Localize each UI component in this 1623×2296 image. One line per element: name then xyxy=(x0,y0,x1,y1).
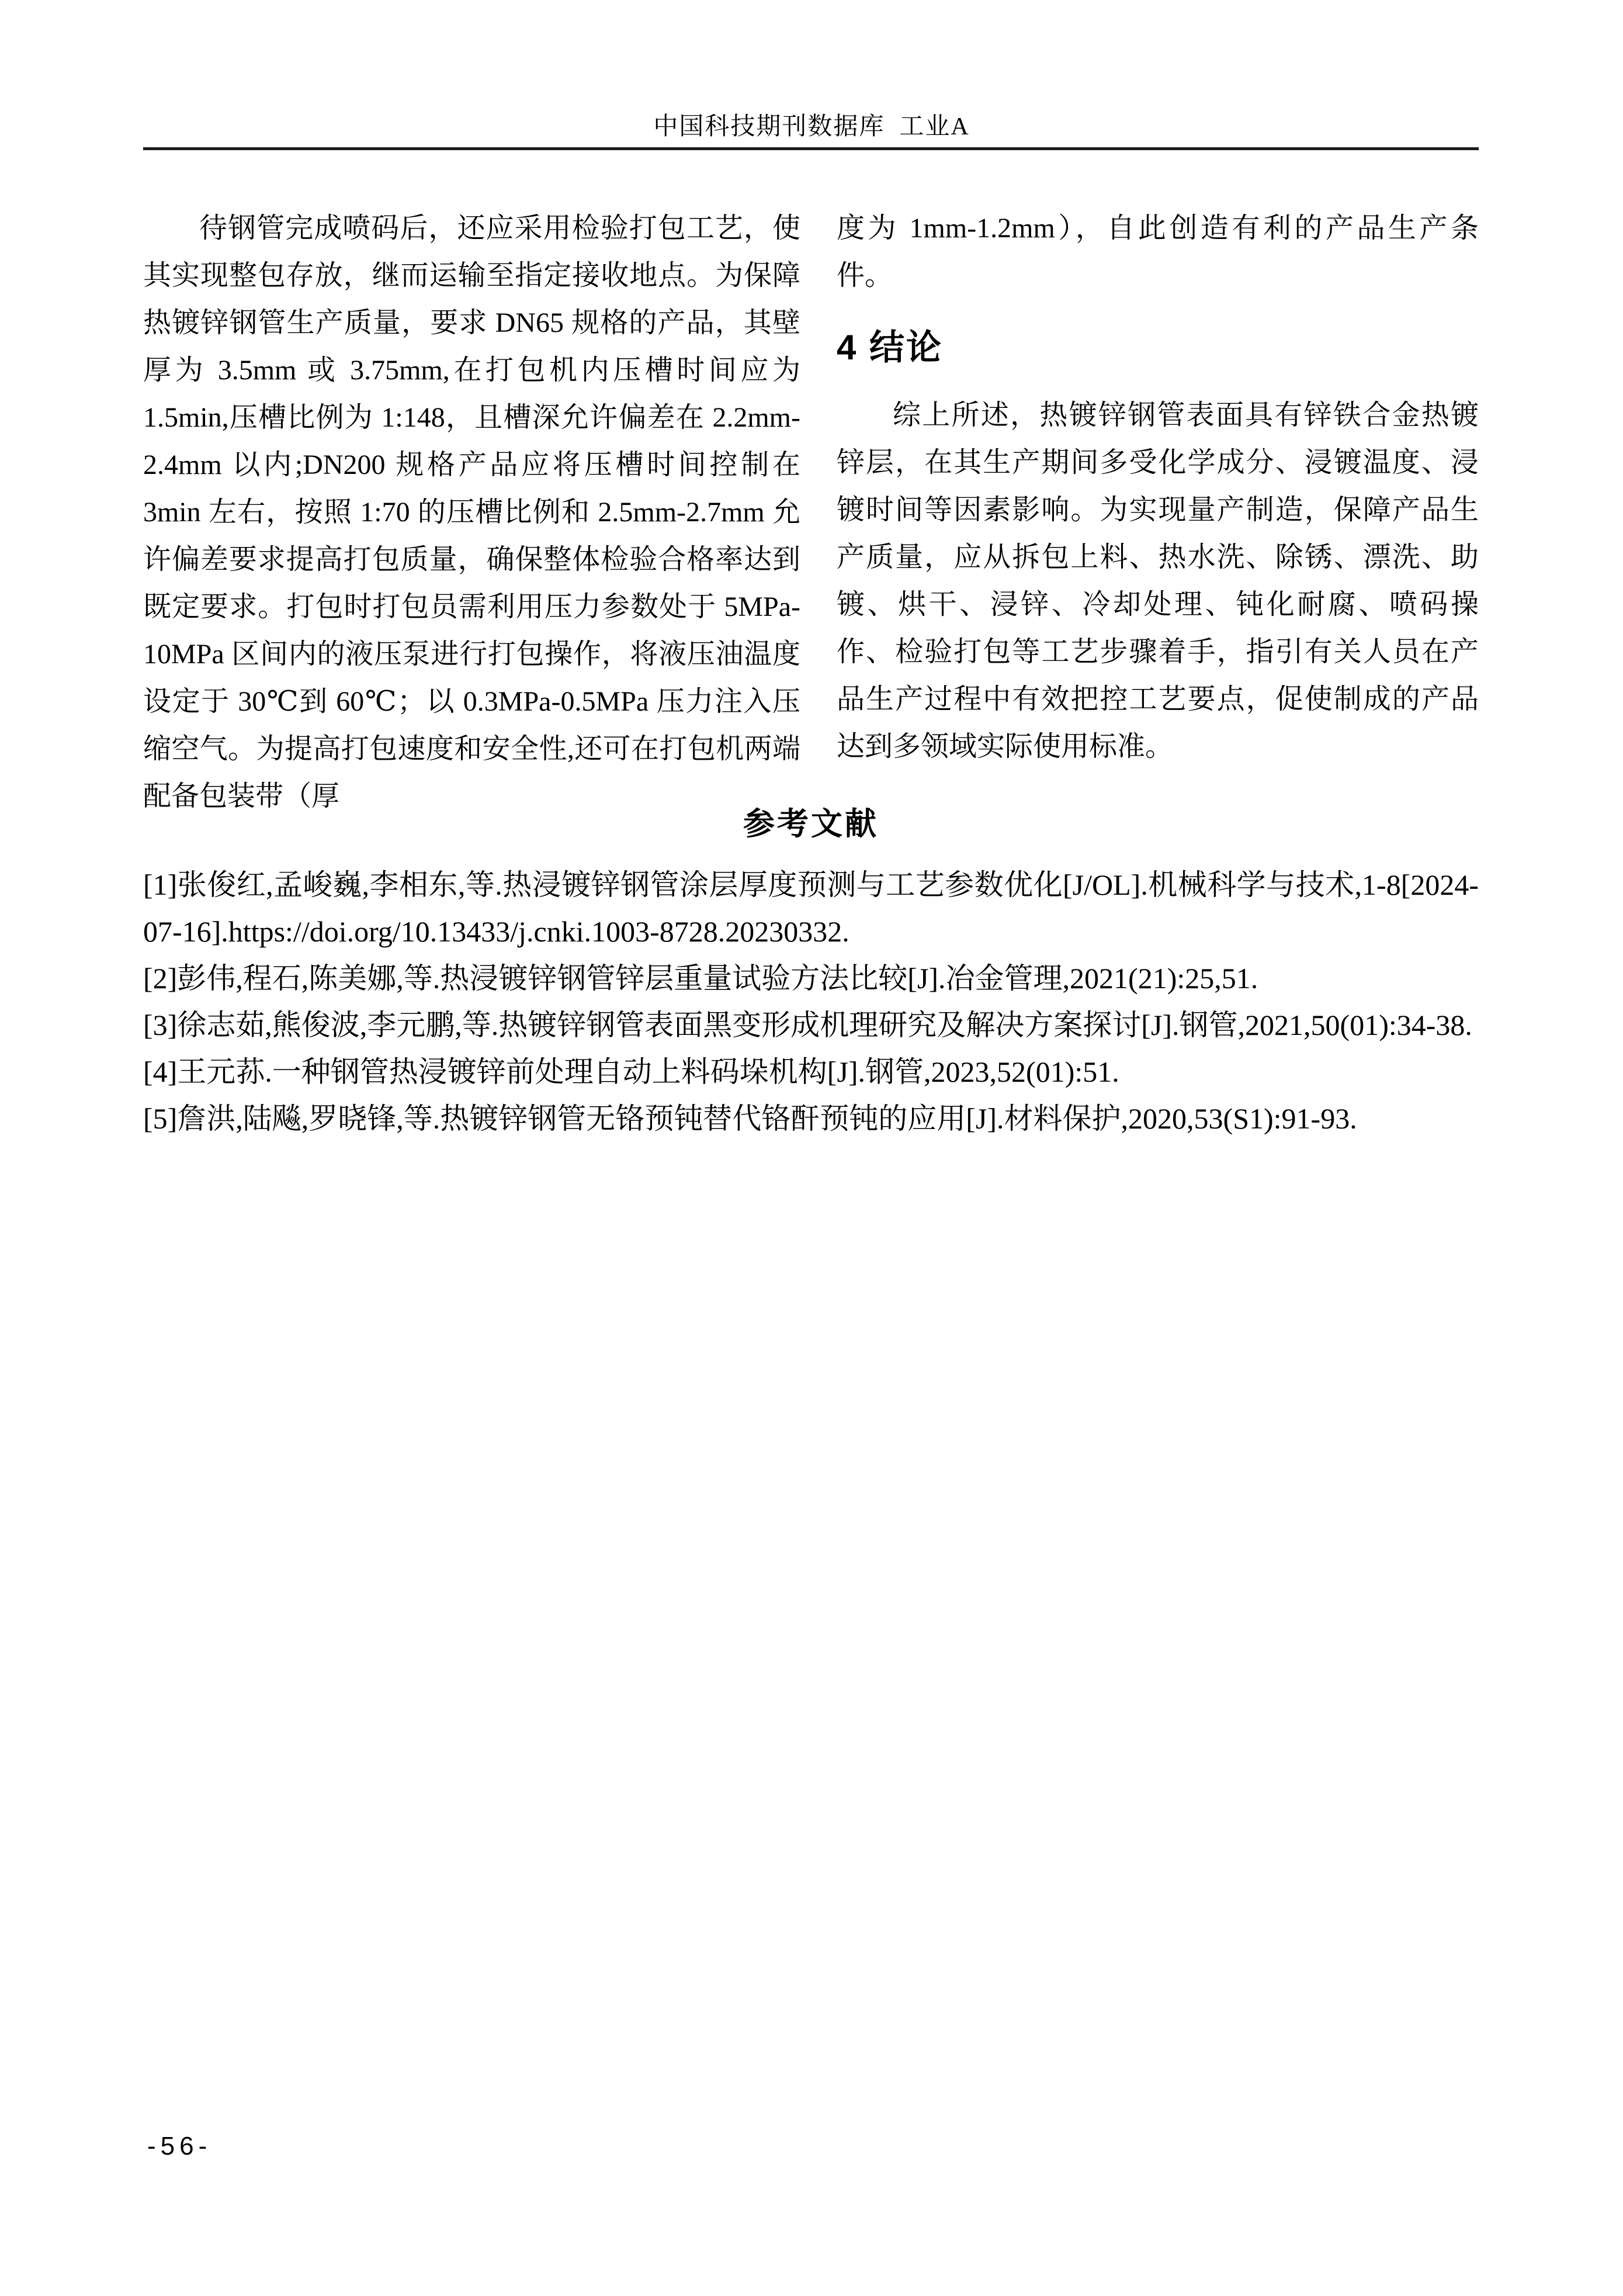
reference-item: [2]彭伟,程石,陈美娜,等.热浸镀锌钢管锌层重量试验方法比较[J].冶金管理,2021(21):25,51. xyxy=(143,962,1258,995)
header-divider-rule xyxy=(143,147,1479,150)
body-paragraph-packing-process: 待钢管完成喷码后，还应采用检验打包工艺，使其实现整包存放，继而运输至指定接收地点。为保障热镀锌钢管生产质量，要求 DN65 规格的产品，其壁厚为 3.5mm 或 3.75mm,在打包机内压槽时间应为 1.5min,压槽比例为 1:148，且槽深允许偏差在 2.2mm-2.4mm 以内;DN200 规格产品应将压槽时间控制在 3min 左右，按照 1:70 的压槽比例和 2.5mm-2.7mm 允许偏差要求提高打包质量，确保整体检验合格率达到既定要求。打包时打包员需利用压力参数处于 5MPa-10MPa 区间内的液压泵进行打包操作，将液压油温度设定于 30℃到 60℃；以 0.3MPa-0.5MPa 压力注入压缩空气。为提高打包速度和安全性,还可在打包机两端配备包装带（厚 xyxy=(143,213,800,812)
reference-item: [3]徐志茹,熊俊波,李元鹏,等.热镀锌钢管表面黑变形成机理研究及解决方案探讨[J].钢管,2021,50(01):34-38. xyxy=(143,1009,1472,1041)
two-column-body xyxy=(143,205,1479,820)
body-paragraph-continuation: 度为 1mm-1.2mm），自此创造有利的产品生产条件。 xyxy=(837,213,1479,291)
references-heading: 参考文献 xyxy=(743,806,879,841)
journal-header: 中国科技期刊数据库 工业A xyxy=(653,113,970,140)
reference-item: [4]王元荪.一种钢管热浸镀锌前处理自动上料码垛机构[J].钢管,2023,52(01):51. xyxy=(143,1055,1119,1088)
left-column xyxy=(143,205,800,820)
reference-item: [1]张俊红,孟峻巍,李相东,等.热浸镀锌钢管涂层厚度预测与工艺参数优化[J/OL].机械科学与技术,1-8[2024-07-16].https://doi.org/10.13433/j.cnki.1003-8728.20230332. xyxy=(143,868,1479,948)
right-column xyxy=(837,205,1479,820)
reference-item: [5]詹洪,陆飚,罗晓锋,等.热镀锌钢管无铬预钝替代铬酐预钝的应用[J].材料保护,2020,53(S1):91-93. xyxy=(143,1102,1357,1135)
references-section xyxy=(143,806,1479,1142)
page-number: -56- xyxy=(147,2132,212,2160)
conclusion-paragraph: 综上所述，热镀锌钢管表面具有锌铁合金热镀锌层，在其生产期间多受化学成分、浸镀温度、浸镀时间等因素影响。为实现量产制造，保障产品生产质量，应从拆包上料、热水洗、除锈、漂洗、助镀、烘干、浸锌、冷却处理、钝化耐腐、喷码操作、检验打包等工艺步骤着手，指引有关人员在产品生产过程中有效把控工艺要点，促使制成的产品达到多领域实际使用标准。 xyxy=(837,400,1479,762)
section-heading-conclusion: 4 结论 xyxy=(837,328,944,367)
